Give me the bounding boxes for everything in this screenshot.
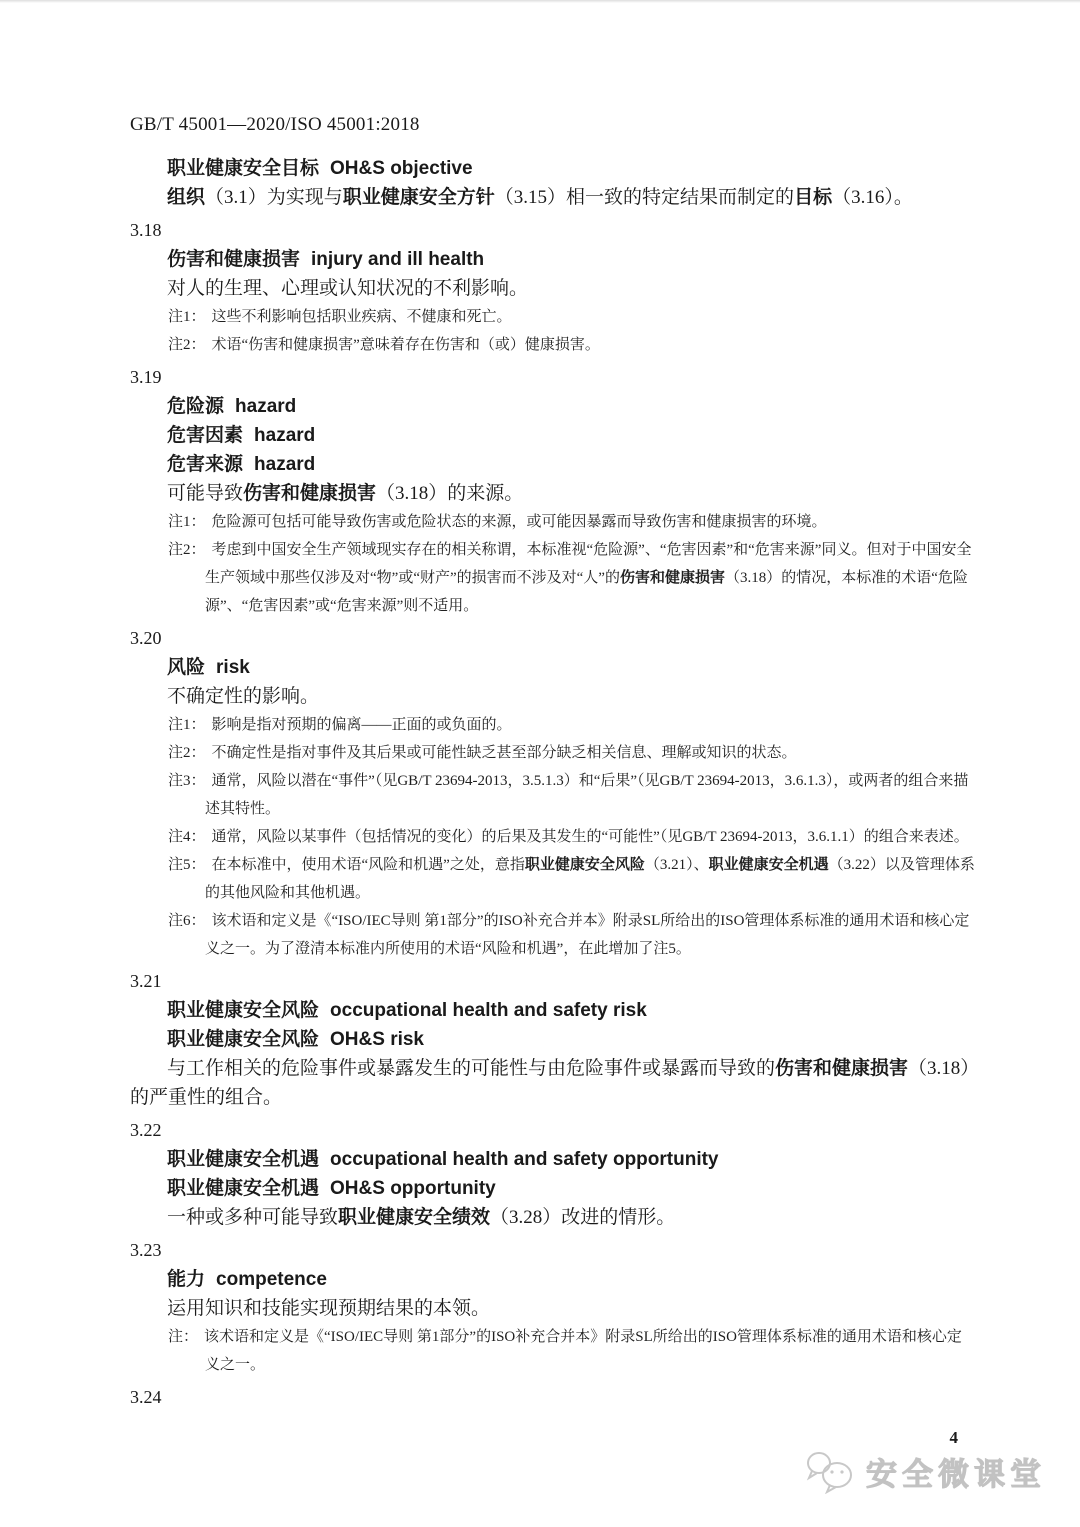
- section-number: 3.18: [130, 220, 162, 240]
- definition-paragraph: 一种或多种可能导致职业健康安全绩效（3.28）改进的情形。: [167, 1207, 676, 1228]
- term-english: OH&S objective: [330, 158, 473, 179]
- note-label: 注6：: [168, 913, 206, 929]
- watermark-text: 安全微课堂: [866, 1456, 1046, 1492]
- section-number: 3.20: [130, 628, 162, 648]
- term-line: [130, 1025, 975, 1054]
- term-section: [130, 967, 975, 1112]
- term-line: [130, 1265, 975, 1294]
- note-label: 注1：: [168, 514, 206, 530]
- definition-paragraph: 不确定性的影响。: [167, 686, 320, 707]
- term-chinese: 伤害和健康损害: [167, 249, 301, 270]
- section-number: 3.23: [130, 1240, 162, 1260]
- term-line: [130, 154, 975, 183]
- term-english: competence: [216, 1269, 327, 1290]
- note-label: 注2：: [168, 745, 206, 761]
- note-label: 注：: [168, 1329, 199, 1345]
- term-line: [130, 996, 975, 1025]
- definition-paragraph: 运用知识和技能实现预期结果的本领。: [167, 1298, 491, 1319]
- note-paragraph: 注1： 影响是指对预期的偏离——正面的或负面的。: [168, 717, 512, 733]
- note-label: 注4：: [168, 829, 206, 845]
- term-english: hazard: [235, 396, 297, 417]
- watermark: [804, 1448, 1046, 1494]
- term-english: OH&S opportunity: [330, 1178, 496, 1199]
- term-line: [130, 653, 975, 682]
- term-section: [130, 1236, 975, 1379]
- section-number: 3.24: [130, 1387, 162, 1407]
- standard-code-header: GB/T 45001—2020/ISO 45001:2018: [130, 114, 420, 135]
- term-chinese: 危害因素: [167, 425, 244, 446]
- page-number: 4: [949, 1428, 958, 1447]
- scan-edge: [0, 0, 1080, 3]
- term-section: [130, 363, 975, 620]
- definition-paragraph: 对人的生理、心理或认知状况的不利影响。: [167, 278, 529, 299]
- chat-bubbles-icon: [804, 1448, 858, 1494]
- term-line: [130, 1174, 975, 1203]
- note-paragraph: 注： 该术语和定义是《“ISO/IEC导则 第1部分”的ISO补充合并本》附录SL所给出的ISO管理体系标准的通用术语和核心定义之一。: [168, 1329, 962, 1373]
- note-paragraph: 注2： 考虑到中国安全生产领域现实存在的相关称谓，本标准视“危险源”、“危害因素”和“危害来源”同义。但对于中国安全生产领域中那些仅涉及对“物”或“财产”的损害而不涉及对“人”的伤害和健康损害（3.18）的情况，本标准的术语“危险源”、“危害因素”或“危害来源”则不适用。: [168, 542, 972, 614]
- term-chinese: 职业健康安全机遇: [167, 1178, 320, 1199]
- term-english: risk: [216, 657, 250, 678]
- note-paragraph: 注2： 术语“伤害和健康损害”意味着存在伤害和（或）健康损害。: [168, 337, 600, 353]
- note-paragraph: 注3： 通常，风险以潜在“事件”（见GB/T 23694-2013，3.5.1.3）和“后果”（见GB/T 23694-2013，3.6.1.3），或两者的组合来描述其特性。: [168, 773, 969, 817]
- note-paragraph: 注1： 这些不利影响包括职业疾病、不健康和死亡。: [168, 309, 512, 325]
- term-chinese: 风险: [167, 657, 206, 678]
- term-line: [130, 392, 975, 421]
- term-section: [130, 216, 975, 359]
- definition-paragraph: 组织（3.1）为实现与职业健康安全方针（3.15）相一致的特定结果而制定的目标（3.16）。: [167, 187, 913, 208]
- term-section: [130, 1116, 975, 1232]
- term-chinese: 危害来源: [167, 454, 244, 475]
- definition-paragraph: 与工作相关的危险事件或暴露发生的可能性与由危险事件或暴露而导致的伤害和健康损害（3.18）的严重性的组合。: [130, 1058, 970, 1108]
- note-label: 注1：: [168, 717, 206, 733]
- term-chinese: 职业健康安全风险: [167, 1029, 320, 1050]
- term-line: [130, 245, 975, 274]
- note-label: 注2：: [168, 542, 206, 558]
- note-paragraph: 注6： 该术语和定义是《“ISO/IEC导则 第1部分”的ISO补充合并本》附录SL所给出的ISO管理体系标准的通用术语和核心定义之一。为了澄清本标准内所使用的术语“风险和机遇”，在此增加了注5。: [168, 913, 970, 957]
- term-section: [130, 624, 975, 963]
- note-label: 注1：: [168, 309, 206, 325]
- term-english: occupational health and safety opportunity: [330, 1149, 719, 1170]
- note-label: 注2：: [168, 337, 206, 353]
- note-label: 注5：: [168, 857, 206, 873]
- term-english: hazard: [254, 454, 316, 475]
- term-section: [130, 1383, 975, 1412]
- note-paragraph: 注2： 不确定性是指对事件及其后果或可能性缺乏甚至部分缺乏相关信息、理解或知识的状态。: [168, 745, 797, 761]
- term-line: [130, 1145, 975, 1174]
- term-english: hazard: [254, 425, 316, 446]
- note-paragraph: 注5： 在本标准中，使用术语“风险和机遇”之处，意指职业健康安全风险（3.21）、职业健康安全机遇（3.22）以及管理体系的其他风险和其他机遇。: [168, 856, 975, 901]
- term-line: [130, 450, 975, 479]
- section-number: 3.22: [130, 1120, 162, 1140]
- term-section: [130, 154, 975, 212]
- term-chinese: 职业健康安全目标: [167, 158, 320, 179]
- term-line: [130, 421, 975, 450]
- term-chinese: 能力: [167, 1269, 206, 1290]
- term-chinese: 职业健康安全风险: [167, 1000, 320, 1021]
- section-number: 3.21: [130, 971, 162, 991]
- note-label: 注3：: [168, 773, 206, 789]
- section-number: 3.19: [130, 367, 162, 387]
- note-paragraph: 注1： 危险源可包括可能导致伤害或危险状态的来源，或可能因暴露而导致伤害和健康损害的环境。: [168, 514, 827, 530]
- term-chinese: 职业健康安全机遇: [167, 1149, 320, 1170]
- term-chinese: 危险源: [167, 396, 225, 417]
- term-english: occupational health and safety risk: [330, 1000, 647, 1021]
- note-paragraph: 注4： 通常，风险以某事件（包括情况的变化）的后果及其发生的“可能性”（见GB/T 23694-2013，3.6.1.1）的组合来表述。: [168, 829, 969, 845]
- definition-paragraph: 可能导致伤害和健康损害（3.18）的来源。: [167, 483, 524, 504]
- term-english: OH&S risk: [330, 1029, 424, 1050]
- term-english: injury and ill health: [311, 249, 485, 270]
